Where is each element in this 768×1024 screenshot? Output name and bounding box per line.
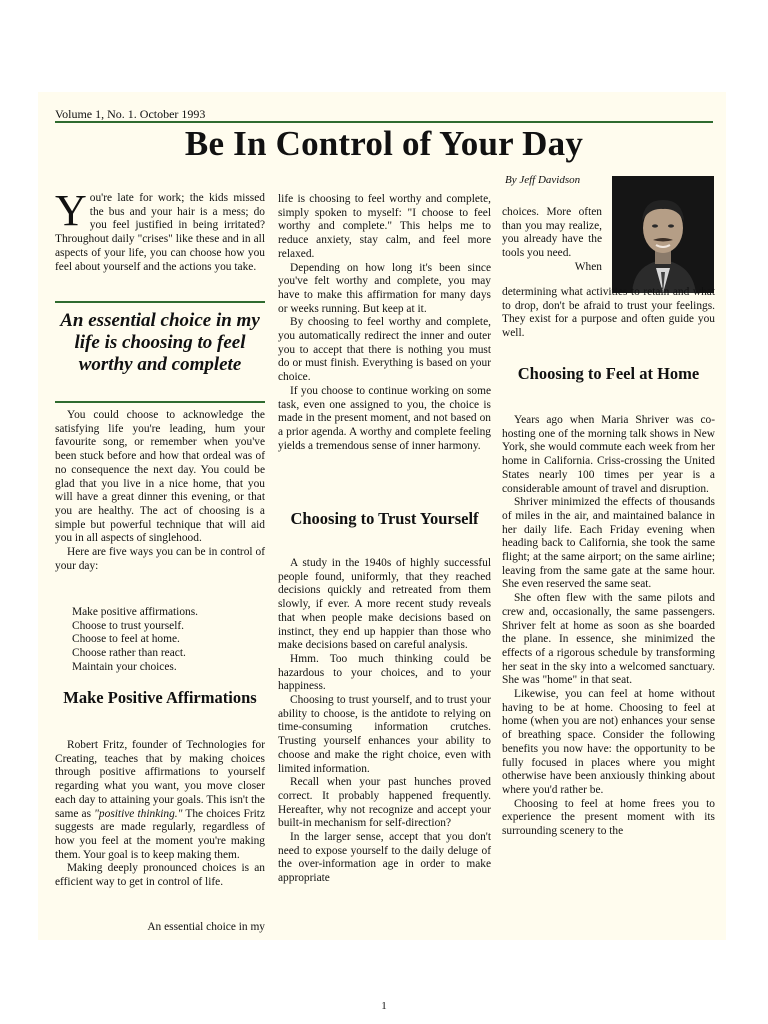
col1-body xyxy=(55,409,265,573)
text-run: The choices Fritz suggests are made regularly, regardless of how you feel at the moment you're making them. Your goal is to keep making them. xyxy=(55,807,265,861)
list-item: Maintain your choices. xyxy=(72,660,177,673)
paragraph: Hmm. Too much thinking could be hazardous to your choices, and to your happiness. xyxy=(278,652,491,693)
section-heading: Make Positive Affirmations xyxy=(63,688,257,707)
col1-body-2 xyxy=(55,739,265,890)
paragraph: Choosing to trust yourself, and to trust your ability to choose, is the antidote to relying on time-consuming information crutches. Trusting yourself enhances your ability to choose and make the right choice, even with limited information. xyxy=(278,694,491,775)
section-heading: Choosing to Feel at Home xyxy=(517,364,700,383)
author-portrait-icon xyxy=(612,176,714,293)
section-heading: Choosing to Trust Yourself xyxy=(290,509,479,528)
paragraph: Recall when your past hunches proved correct. It probably happened frequently. Hereafter, why not recognize and accept your built-in mechanism for self-direction? xyxy=(278,776,491,830)
paragraph: In the larger sense, accept that you don't need to expose yourself to the daily deluge of the over-information age in order to make appropriate xyxy=(278,831,491,885)
paragraph: Likewise, you can feel at home without having to be at home. Choosing to feel at home (when you are not) enhances your sense of breathing space. Consider the following benefits you now have: the opportunity to be fully focused in places where you might otherwise have been anxiously thinking about where you'd rather be. xyxy=(502,688,715,796)
paragraph: Years ago when Maria Shriver was co-hosting one of the morning talk shows in New York, she would commute each week from her home in California. Criss-crossing the United States nearly 100 times per year is a considerable amount of travel and disruption. xyxy=(502,414,715,495)
paragraph xyxy=(55,739,265,862)
col3-beside-photo xyxy=(502,206,602,275)
list-item: Make positive affirmations. xyxy=(72,606,199,618)
text-run: Robert Fritz, founder of Technologies for Creating, teaches that by making choices through positive affirmations to yourself regarding what you want, you move closer each day to attaining your goals. This isn't the same as xyxy=(55,739,265,820)
paragraph: By choosing to feel worthy and complete, you automatically redirect the inner and outer you to accept that there is nothing you must do or must finish. Everything is based on your choice. xyxy=(278,316,491,384)
paragraph: Choosing to feel at home frees you to experience the present moment with its surrounding scenery to the xyxy=(502,797,715,838)
col3-body xyxy=(502,286,715,341)
col2-body-2 xyxy=(278,557,491,886)
paragraph: If you choose to continue working on some task, even one assigned to you, the choice is made in the present moment, and not based on a prior agenda. A worthy and complete feeling yields a tremendous sense of inner harmony. xyxy=(278,384,491,452)
article-title: Be In Control of Your Day xyxy=(184,124,584,163)
paragraph: Depending on how long it's been since you've felt worthy and complete, you may have to make this affirmation for many days or weeks running. But keep at it. xyxy=(278,261,491,315)
header-rule xyxy=(55,121,713,123)
drop-cap: Y xyxy=(55,186,87,235)
pullquote-rule-top xyxy=(55,301,265,303)
paragraph: Shriver minimized the effects of thousands of miles in the air, and maintained balance in her daily life. Each Friday evening when heading back to California, she took the same flight; at the same airport; on the same airline; leaving from the same gate at the same hour. She even reserved the same seat. xyxy=(502,496,715,591)
col2-body xyxy=(278,193,491,453)
pull-quote: An essential choice in my life is choosing to feel worthy and complete xyxy=(60,310,260,375)
paragraph: Here are five ways you can be in control of your day: xyxy=(55,546,265,572)
col3-body-2 xyxy=(502,414,715,839)
list-item: Choose to trust yourself. xyxy=(72,619,184,632)
paragraph: determining what activities to retain and what to drop, don't be afraid to trust your feelings. They exist for a purpose and often guide you well. xyxy=(502,286,715,340)
paragraph: A study in the 1940s of highly successful people found, uniformly, that they reached decisions quickly and retreated from them slowly, if ever. A more recent study reveals that when people make decisions based on instinct, they end up happier than those who make decisions based on careful analysis. xyxy=(278,557,491,652)
paragraph: You could choose to acknowledge the satisfying life you're leading, hum your favourite song, or remember when you've been stuck before and how that ordeal was of no consequence the next day. You could be glad that you live in a nice home, that you will have a great dinner this evening, or that you are healthy. The act of choosing is a simple but powerful technique that will aid you in all aspects of singlehood. xyxy=(55,409,265,545)
intro-text: ou're late for work; the kids missed the bus and your hair is a mess; do you feel justified in being irritated? Throughout daily "crises" like these and in all aspects of your life, you can choose how you feel about yourself and the actions you take. xyxy=(55,192,265,273)
list-item: Choose to feel at home. xyxy=(72,633,180,646)
author-photo xyxy=(612,176,714,293)
five-ways-list xyxy=(72,606,198,675)
byline: By Jeff Davidson xyxy=(505,174,581,186)
pullquote-rule-bottom xyxy=(55,401,265,403)
issue-line: Volume 1, No. 1. October 1993 xyxy=(55,107,206,121)
continued-line: An essential choice in my xyxy=(147,921,265,933)
paragraph: life is choosing to feel worthy and complete, simply spoken to myself: "I choose to feel worthy and complete." This helps me to reduce anxiety, stay calm, and feel more relaxed. xyxy=(278,193,491,260)
text-run: When xyxy=(574,260,602,273)
paragraph: choices. More often than you may realize, you already have the tools you need. xyxy=(502,206,602,260)
intro-paragraph xyxy=(55,186,265,274)
emphasis: "positive thinking." xyxy=(94,807,183,820)
list-item: Choose rather than react. xyxy=(72,647,186,660)
paragraph: She often flew with the same pilots and crew and, occasionally, the same passengers. Shriver felt at home as soon as she boarded the plane. In essence, she minimized the effects of a rigorous schedule by transforming her seat in the sky into a welcomed sanctuary. She was "home" in that seat. xyxy=(502,592,715,687)
paragraph: Making deeply pronounced choices is an efficient way to get in control of life. xyxy=(55,862,265,889)
page-number: 1 xyxy=(381,1000,387,1012)
